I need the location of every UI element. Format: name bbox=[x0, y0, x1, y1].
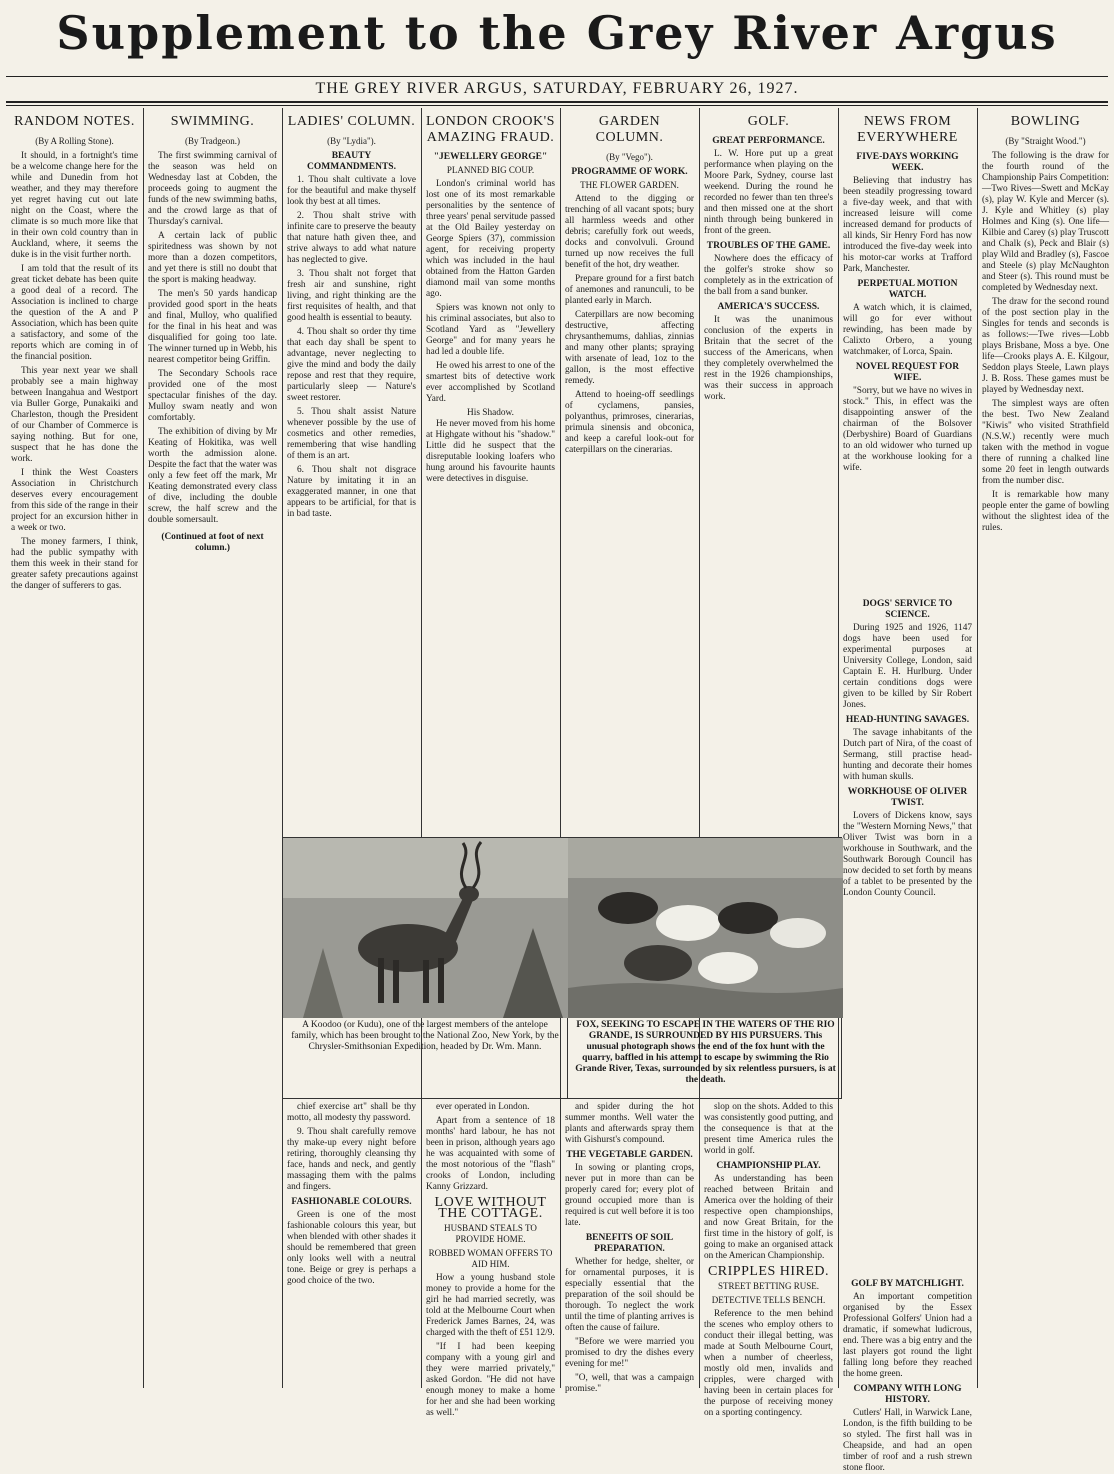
paragraph: A certain lack of public spiritedness was shown by not more than a dozen competitors, and yet there is still no doubt that the sport is making headway. bbox=[148, 231, 277, 285]
subheading: DOGS' SERVICE TO SCIENCE. bbox=[862, 599, 953, 620]
column-heading: GOLF. bbox=[747, 114, 790, 129]
paragraph: It is remarkable how many people enter the game of bowling without the slightest idea of the rules. bbox=[982, 490, 1109, 533]
byline: (By "Lydia"). bbox=[327, 136, 376, 146]
column-cripples-hired bbox=[699, 1102, 838, 1418]
subheading: PLANNED BIG COUP. bbox=[446, 165, 535, 175]
paragraph: 5. Thou shalt assist Nature whenever possible by the use of cosmetics and other remedies, remembering that wise handling of them is an art. bbox=[287, 407, 416, 461]
paragraph: Prepare ground for a first batch of anemones and ranunculi, to be planted early in March. bbox=[565, 274, 694, 306]
subheading: PROGRAMME OF WORK. bbox=[571, 167, 688, 177]
subheading: TROUBLES OF THE GAME. bbox=[706, 241, 831, 251]
paragraph: Attend to the digging or trenching of all vacant spots; bury all harmless weeds and other debris; carefully fork out weeds, docks and convolvuli. Ground turned up now receives the full benefit of the hot, dry weather. bbox=[565, 194, 694, 270]
paragraph: He never moved from his home at Highgate without his "shadow." Little did he suspect that the disreputable looking loafers who hung around his favourite haunts were detectives in disguise. bbox=[426, 419, 555, 484]
column-heading: NEWS FROM EVERYWHERE bbox=[857, 114, 958, 145]
subheading: THE VEGETABLE GARDEN. bbox=[566, 1150, 693, 1160]
fox-hunt-photo bbox=[568, 838, 843, 1018]
paragraph: During 1925 and 1926, 1147 dogs have been used for experimental purposes at University College, London, said Captain E. H. Hurlburg. Under certain conditions dogs were given to be killed by Sir Robert Jones. bbox=[843, 623, 972, 710]
subheading: WORKHOUSE OF OLIVER TWIST. bbox=[847, 787, 968, 808]
subheading: ROBBED WOMAN OFFERS TO AID HIM. bbox=[428, 1248, 553, 1269]
paragraph: 1. Thou shalt cultivate a love for the beautiful and make thyself look thy best at all times. bbox=[287, 175, 416, 207]
paragraph: Cutlers' Hall, in Warwick Lane, London, is the fifth building to be so styled. The first hall was in Cheapside, and had an open timber of roof and a rush strewn stone floor. bbox=[843, 1408, 972, 1473]
paragraph: He owed his arrest to one of the smartest bits of detective work ever accomplished by Scotland Yard. bbox=[426, 361, 555, 404]
article-heading: LOVE WITHOUT THE COTTAGE. bbox=[434, 1195, 547, 1221]
rule bbox=[6, 76, 1108, 77]
paragraph: Nowhere does the efficacy of the golfer's stroke show so completely as in the extrication of the ball from a sand bunker. bbox=[704, 254, 833, 297]
subheading: NOVEL REQUEST FOR WIFE. bbox=[855, 362, 960, 383]
rule bbox=[6, 105, 1108, 106]
rule bbox=[6, 101, 1108, 103]
column-heading: LONDON CROOK'S AMAZING FRAUD. bbox=[426, 114, 555, 145]
column-bowling bbox=[977, 110, 1114, 1388]
subheading: GOLF BY MATCHLIGHT. bbox=[851, 1279, 964, 1289]
column-garden bbox=[560, 110, 699, 835]
paragraph: Believing that industry has been steadily progressing toward a five-day week, and that with increased leisure will come increased demand for products of all kinds, Sir Henry Ford has now introduced the five-day week into his motor-car works at Trafford Park, Manchester. bbox=[843, 176, 972, 274]
paragraph: As understanding has been reached between Britain and America over the holding of their respective open championships, and now Great Britain, for the first time in the history of golf, is going to make an organised attack on the American Championship. bbox=[704, 1174, 833, 1261]
koodoo-photo bbox=[283, 838, 568, 1018]
paragraph: 3. Thou shalt not forget that fresh air and sunshine, right living, and right thinking are the first requisites of health, and that good health is essential to beauty. bbox=[287, 269, 416, 323]
paragraph: 9. Thou shalt carefully remove thy make-up every night before retiring, thoroughly cleansing thy face, hands and neck, and gently massaging them with the palms and fingers. bbox=[287, 1127, 416, 1192]
paragraph: "If I had been keeping company with a young girl and they were married privately," asked Gordon. "He did not have enough money to make a home for her and she had been working as well." bbox=[426, 1342, 555, 1418]
column-golf bbox=[699, 110, 838, 835]
subheading: GREAT PERFORMANCE. bbox=[712, 136, 825, 146]
paragraph: slop on the shots. Added to this was consistently good putting, and the consequence is that at the present time America rules the world in golf. bbox=[704, 1102, 833, 1156]
column-heading: SWIMMING. bbox=[170, 114, 255, 129]
paragraph: Lovers of Dickens know, says the "Western Morning News," that Oliver Twist was born in a workhouse in Southwark, and the Southwark Borough Council has now decided to set forth by means of a tablet to be presented by the London County Council. bbox=[843, 811, 972, 898]
paragraph: "Before we were married you promised to dry the dishes every evening for me!" bbox=[565, 1337, 694, 1369]
paragraph: I am told that the result of its great ticket debate has been quite a good deal of a record. The Association is inclined to charge the question of the A and P Association, which has been quite a satisfactory, and some of the reports which are coming in of the financial position. bbox=[11, 264, 138, 362]
article-heading: CRIPPLES HIRED. bbox=[707, 1264, 830, 1279]
paragraph: The men's 50 yards handicap provided good sport in the heats and final, Mulloy, who qualified for the final in his heat and was disqualified for going too late. The winner turned up in Webb, his nearest competitor being Griffin. bbox=[148, 289, 277, 365]
subheading: AMERICA'S SUCCESS. bbox=[717, 302, 820, 312]
paragraph: Whether for hedge, shelter, or for ornamental purposes, it is especially essential that the preparation of the soil should be thorough. To neglect the work until the time of planting arrives is often the cause of failure. bbox=[565, 1257, 694, 1333]
paragraph: The simplest ways are often the best. Two New Zealand "Kiwis" who visited Strathfield (N.S.W.) recently were much taken with the method in vogue there of running a chalked line some 20 feet in length outwards from the number disc. bbox=[982, 399, 1109, 486]
paragraph: The money farmers, I think, had the public sympathy with them this week in their stand for greater safety precautions against the danger of sufferers to gas. bbox=[11, 537, 138, 591]
paragraph: chief exercise art" shall be thy motto, all modesty thy password. bbox=[287, 1102, 416, 1123]
paragraph: Spiers was known not only to his criminal associates, but also to Scotland Yard as "Jewellery George" and for many years he had led a double life. bbox=[426, 303, 555, 357]
subheading: FIVE-DAYS WORKING WEEK. bbox=[856, 152, 959, 173]
column-love-without-cottage bbox=[421, 1102, 560, 1418]
paragraph: A watch which, it is claimed, will go for ever without rewinding, has been made by Calixto Orbero, a young watchmaker, of Lorca, Spain. bbox=[843, 303, 972, 357]
column-heading: RANDOM NOTES. bbox=[14, 114, 135, 129]
paragraph: 6. Thou shalt not disgrace Nature by imitating it in an exaggerated manner, in one that appears to be artificial, for that is in bad taste. bbox=[287, 465, 416, 519]
subheading: HEAD-HUNTING SAVAGES. bbox=[845, 715, 970, 725]
column-heading: LADIES' COLUMN. bbox=[287, 114, 416, 129]
column-swimming bbox=[143, 110, 282, 1388]
column-vegetable-garden bbox=[560, 1102, 699, 1394]
column-random-notes bbox=[6, 110, 143, 1388]
paragraph: It was the unanimous conclusion of the experts in Britain that the secret of the success of the Americans, when they completely overwhelmed the rest in the 1926 championships, was their success in approach work. bbox=[704, 315, 833, 402]
paragraph: It should, in a fortnight's time be a welcome change here for the while and Dunedin from hot weather, and they may therefore yet regret having cut out late night on the Coast, where the climate is so much more like that in their own cold country than in Auckland, where, it seems the duke is in the visit further north. bbox=[11, 151, 138, 260]
koodoo-illustration bbox=[283, 838, 568, 1018]
fox-hunt-illustration bbox=[568, 838, 843, 1018]
paragraph: Attend to hoeing-off seedlings of cyclamens, pansies, polyanthus, primroses, cinerarias, primula sinensis and obconica, and keep a careful look-out for caterpillars on the cinerarias. bbox=[565, 390, 694, 455]
subheading: BENEFITS OF SOIL PREPARATION. bbox=[585, 1233, 674, 1254]
subheading: CHAMPIONSHIP PLAY. bbox=[716, 1161, 821, 1171]
subheading: HUSBAND STEALS TO PROVIDE HOME. bbox=[444, 1223, 537, 1244]
column-news bbox=[838, 110, 977, 590]
subheading: COMPANY WITH LONG HISTORY. bbox=[853, 1384, 962, 1405]
byline: (By Tradgeon.) bbox=[184, 136, 240, 146]
paragraph: The exhibition of diving by Mr Keating of Hokitika, was well worth the admission alone. Despite the fact that the water was only a few feet off the mark, Mr Keating demonstrated every class of dive, including the double screw, the half screw and the double somersault. bbox=[148, 427, 277, 525]
photo-block bbox=[282, 837, 842, 1099]
subheading: His Shadow. bbox=[467, 408, 514, 418]
byline: (By "Straight Wood.") bbox=[1005, 136, 1086, 146]
paragraph: "O, well, that was a campaign promise." bbox=[565, 1373, 694, 1394]
paragraph: Apart from a sentence of 18 months' hard labour, he has not been in prison, although years ago he was acquainted with some of the most notorious of the "flash" crooks of London, including Kanny Grizzard. bbox=[426, 1116, 555, 1192]
paragraph: ever operated in London. bbox=[436, 1102, 530, 1112]
paragraph: How a young husband stole money to provide a home for the girl he had married secretly, was told at the Melbourne Court when Frederick James Barnes, 24, was charged with the theft of £51 12/9. bbox=[426, 1273, 555, 1338]
subheading: STREET BETTING RUSE. bbox=[717, 1281, 820, 1291]
masthead: Supplement to the Grey River Argus bbox=[56, 6, 1058, 60]
koodoo-caption: A Koodoo (or Kudu), one of the largest members of the antelope family, which has been brought to the National Zoo, New York, by the Chrysler-Smithsonian Expedition, headed by Dr. Wm. Mann. bbox=[283, 1018, 568, 1098]
paragraph: The savage inhabitants of the Dutch part of Nira, of the coast of Sermang, still practise head-hunting and decorate their homes with human skulls. bbox=[843, 728, 972, 782]
paragraph: 4. Thou shalt so order thy time that each day shall be spent to advantage, never neglecting to give the mind and body the daily repose and rest that they require, particularly sleep — Nature's sweet restorer. bbox=[287, 327, 416, 403]
subheading: PERPETUAL MOTION WATCH. bbox=[857, 279, 958, 300]
subheading: THE FLOWER GARDEN. bbox=[580, 180, 679, 190]
column-london-crook bbox=[421, 110, 560, 835]
subheading: BEAUTY COMMANDMENTS. bbox=[307, 151, 396, 172]
paragraph: Reference to the men behind the scenes who employ others to conduct their illegal betting, was made at South Melbourne Court, when a number of cheerless, mostly old men, invalids and cripples, were charged with having been in certain places for the purpose of receiving money on a sporting contingency. bbox=[704, 1309, 833, 1418]
paragraph: This year next year we shall probably see a main highway between Inangahua and Westport via Buller Gorge, Punakaiki and Charleston, though the President of our Chamber of Commerce is saying nothing. But for one, suspect that he has done the work. bbox=[11, 366, 138, 464]
column-fashion bbox=[282, 1102, 421, 1388]
paragraph: Green is one of the most fashionable colours this year, but when blended with other shades it should be remembered that green only looks well with a neutral tone. Beige or grey is perhaps a good choice of the two. bbox=[287, 1210, 416, 1286]
paragraph: In sowing or planting crops, never put in more than can be properly cared for; every plot of ground occupied more than is required is cut well before it is too late. bbox=[565, 1163, 694, 1228]
column-ladies bbox=[282, 110, 421, 835]
column-heading: GARDEN COLUMN. bbox=[595, 114, 664, 145]
paragraph: and spider during the hot summer months. Well water the plants and afterwards spray them with Gishurst's compound. bbox=[565, 1102, 694, 1145]
paragraph: L. W. Hore put up a great performance when playing on the Moore Park, Sydney, course last weekend. During the round he recorded no fewer than ten three's and then missed one at the short ninth through being bunkered in front of the green. bbox=[704, 149, 833, 236]
paragraph: Caterpillars are now becoming destructive, affecting chrysanthemums, dahlias, zinnias and many other plants; spraying with arsenate of lead, 1oz to the gallon, is the most effective remedy. bbox=[565, 310, 694, 386]
subheading: FASHIONABLE COLOURS. bbox=[291, 1197, 412, 1207]
dateline: THE GREY RIVER ARGUS, SATURDAY, FEBRUARY 26, 1927. bbox=[315, 80, 799, 97]
continued-note: (Continued at foot of next column.) bbox=[161, 532, 264, 553]
byline: (By A Rolling Stone). bbox=[35, 136, 114, 146]
paragraph: "Sorry, but we have no wives in stock." This, in effect was the disappointing answer of the chairman of the Bolsover (Derbyshire) Board of Guardians to an old widower who turned up at the workhouse looking for a wife. bbox=[843, 386, 972, 473]
paragraph: I think the West Coasters Association in Christchurch deserves every encouragement from this side of the range in their project for an excursion hither in a week or two. bbox=[11, 468, 138, 533]
fox-caption: FOX, SEEKING TO ESCAPE IN THE WATERS OF THE RIO GRANDE, IS SURROUNDED BY HIS PURSUERS. This unusual photograph shows the end of the fox hunt with the quarry, baffled in his attempt to escape by swimming the Rio Grande River, Texas, surrounded by six relentless pursuers, is at the death. bbox=[575, 1020, 836, 1085]
column-heading: BOWLING bbox=[1010, 114, 1081, 129]
paragraph: The following is the draw for the fourth round of the Championship Pairs Competition:—Two Rives—Swett and McKay (s), play W. Kyle and Mercer (s). J. Kyle and Whitley (s) play Holmes and King (s). One life—Kilbie and Carey (s) play Truscott and Chalk (s), Peck and Blair (s) play Wild and Bradley (s), Fascoe and Steele (s) play McNaughton and Steer (s). This round must be completed by Wednesday next. bbox=[982, 151, 1109, 293]
paragraph: The Secondary Schools race provided one of the most spectacular finishes of the day. Mulloy swam neatly and won comfortably. bbox=[148, 369, 277, 423]
paragraph: 2. Thou shalt strive with infinite care to preserve the beauty that nature hath given thee, and strive always to add what nature has neglected to give. bbox=[287, 211, 416, 265]
paragraph: An important competition organised by the Essex Professional Golfers' Union had a dramatic, if somewhat ludicrous, end. There was a big entry and the last players got round the light falling long before they reached the home green. bbox=[843, 1292, 972, 1379]
subheading: DETECTIVE TELLS BENCH. bbox=[711, 1295, 826, 1305]
paragraph: The draw for the second round of the post section play in the Singles for tends and seconds is as follows:—Twe rives—Lobb plays Brisbane, Moss a bye. One life—Crooks plays A. E. Kilgour, Seddon plays Steele, Lawn plays J. B. Ross. These games must be played by Wednesday next. bbox=[982, 297, 1109, 395]
byline: (By "Vego"). bbox=[606, 152, 653, 162]
column-dogs-science bbox=[838, 595, 977, 1473]
paragraph: The first swimming carnival of the season was held on Wednesday last at Cobden, the proceeds going to augment the funds of the new swimming baths, and the crowd large as that of Thursday's carnival. bbox=[148, 151, 277, 227]
subheading: "JEWELLERY GEORGE" bbox=[433, 152, 548, 162]
paragraph: London's criminal world has lost one of its most remarkable personalities by the sentence of three years' penal servitude passed at the Old Bailey yesterday on George Spiers (37), commission agent, for receiving property which was included in the haul obtained from the Hatton Garden diamond mail van some months ago. bbox=[426, 179, 555, 299]
